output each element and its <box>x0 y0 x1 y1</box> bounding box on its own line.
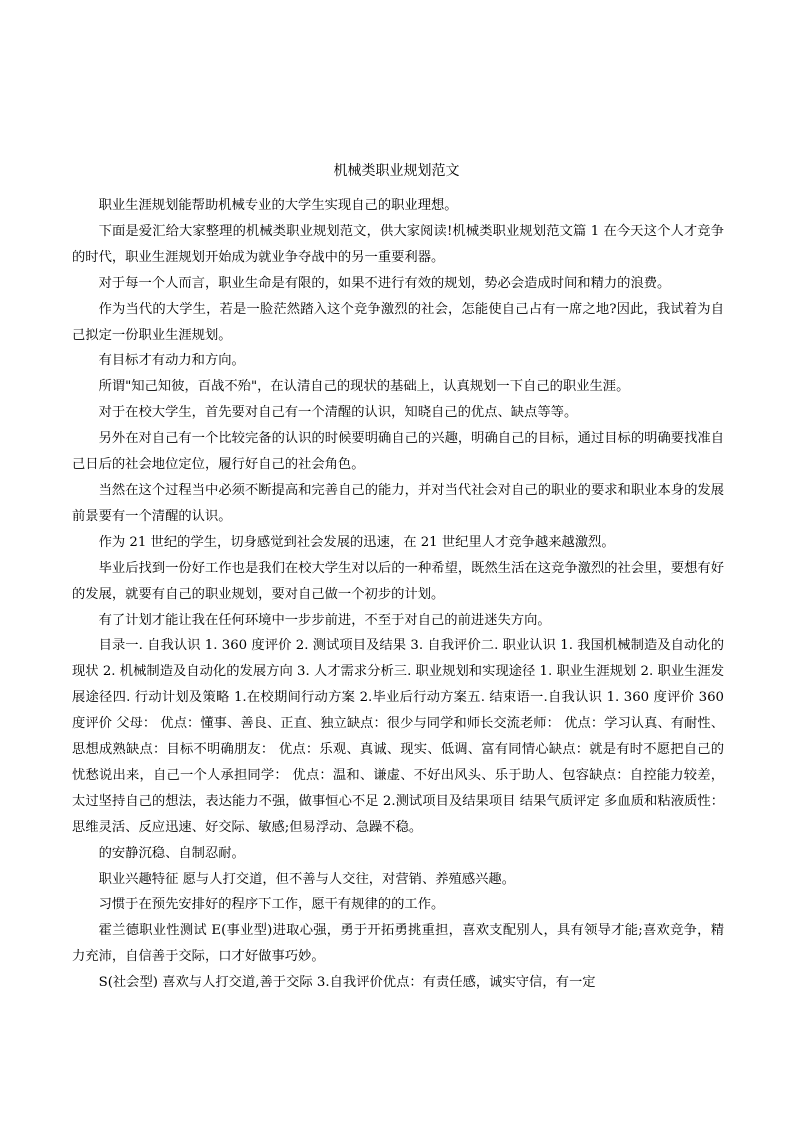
document-title: 机械类职业规划范文 <box>333 163 460 179</box>
document-body <box>72 193 724 996</box>
paragraph: 毕业后找到一份好工作也是我们在校大学生对以后的一种希望，既然生活在这竞争激烈的社会里，要想有好的发展，就要有自己的职业规划，要对自己做一个初步的计划。 <box>72 560 724 602</box>
paragraph: 霍兰德职业性测试 E(事业型)进取心强，勇于开拓勇挑重担，喜欢支配别人，具有领导才能;喜欢竞争，精力充沛，自信善于交际，口才好做事巧妙。 <box>72 923 724 965</box>
paragraph: 对于每一个人而言，职业生命是有限的，如果不进行有效的规划，势必会造成时间和精力的浪费。 <box>98 275 671 291</box>
paragraph: 习惯于在预先安排好的程序下工作，愿干有规律的的工作。 <box>98 897 445 913</box>
paragraph: 作为 21 世纪的学生，切身感觉到社会发展的迅速，在 21 世纪里人才竞争越来越激烈。 <box>98 534 615 550</box>
paragraph: 有目标才有动力和方向。 <box>98 353 245 369</box>
paragraph: 目录一. 自我认识 1. 360 度评价 2. 测试项目及结果 3. 自我评价二. 职业认识 1. 我国机械制造及自动化的现状 2. 机械制造及自动化的发展方向 3. 人才需求分析三. 职业规划和实现途径 1. 职业生涯规划 2. 职业生涯发展途径四. 行动计划及策略 1.在校期间行动方案 2.毕业后行动方案五. 结束语一.自我认识 1. 360 度评价 360 度评价 父母： 优点：懂事、善良、正直、独立缺点：很少与同学和师长交流老师： 优点：学习认真、有耐性、思想成熟缺点：目标不明确朋友： 优点：乐观、真诚、现实、低调、富有同情心缺点：就是有时不愿把自己的忧愁说出来，自己一个人承担同学： 优点：温和、谦虚、不好出风头、乐于助人、包容缺点：自控能力较差，太过坚持自己的想法，表达能力不强，做事恒心不足 2.测试项目及结果项目 结果气质评定 多血质和粘液质性：思维灵活、反应迅速、好交际、敏感;但易浮动、急躁不稳。 <box>72 638 724 835</box>
paragraph: 职业生涯规划能帮助机械专业的大学生实现自己的职业理想。 <box>98 198 458 213</box>
paragraph: 作为当代的大学生，若是一脸茫然踏入这个竞争激烈的社会，怎能使自己占有一席之地?因此，我试着为自己拟定一份职业生涯规划。 <box>72 301 724 343</box>
paragraph: 职业兴趣特征 愿与人打交道，但不善与人交往，对营销、养殖感兴趣。 <box>98 871 516 887</box>
paragraph: 另外在对自己有一个比较完备的认识的时候要明确自己的兴趣，明确自己的目标，通过目标的明确要找准自己日后的社会地位定位，履行好自己的社会角色。 <box>72 431 724 473</box>
paragraph: 有了计划才能让我在任何环境中一步步前进，不至于对自己的前进迷失方向。 <box>98 612 551 628</box>
paragraph: 所谓"知己知彼，百战不殆"，在认清自己的现状的基础上，认真规划一下自己的职业生涯。 <box>98 379 630 395</box>
paragraph: S(社会型) 喜欢与人打交道,善于交际 3.自我评价优点：有责任感，诚实守信，有一定 <box>98 975 596 991</box>
paragraph: 当然在这个过程当中必须不断提高和完善自己的能力，并对当代社会对自己的职业的要求和职业本身的发展前景要有一个清醒的认识。 <box>72 482 724 524</box>
paragraph: 的安静沉稳、自制忍耐。 <box>98 845 245 861</box>
paragraph: 对于在校大学生，首先要对自己有一个清醒的认识，知晓自己的优点、缺点等等。 <box>98 405 578 421</box>
paragraph: 下面是爱汇给大家整理的机械类职业规划范文，供大家阅读!机械类职业规划范文篇 1 在今天这个人才竞争的时代，职业生涯规划开始成为就业争夺战中的另一重要利器。 <box>72 223 724 265</box>
